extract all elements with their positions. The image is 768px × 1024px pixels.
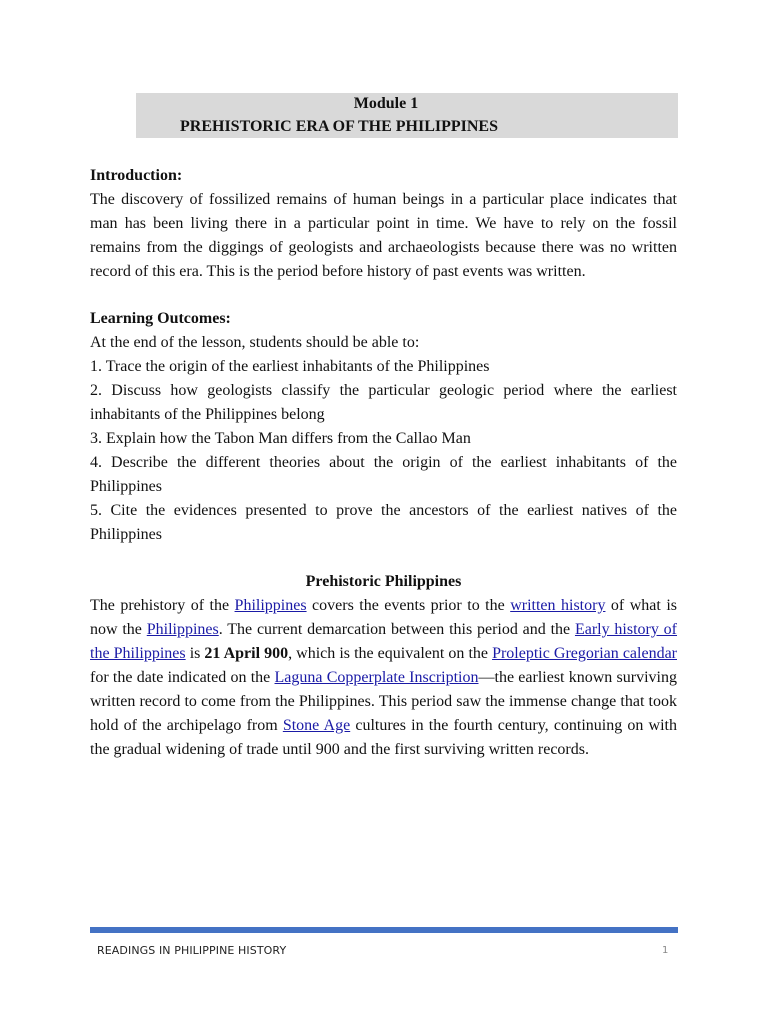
- paragraph-text: —the earliest known surviving written record to come from the Philippines. This period saw the immense change that took hold of the archipelago from: [90, 669, 677, 734]
- paragraph-text: The prehistory of the: [90, 597, 235, 614]
- module-label: Module 1: [353, 95, 419, 112]
- section-spacer: [90, 547, 677, 570]
- introduction-heading: Introduction:: [90, 167, 183, 184]
- footer-rule: [90, 927, 678, 933]
- paragraph-text: covers the events prior to the: [306, 597, 511, 614]
- link-philippines[interactable]: Philippines: [234, 597, 307, 614]
- module-header-box: [136, 93, 678, 138]
- learning-outcomes-intro: At the end of the lesson, students should be able to:: [90, 334, 420, 351]
- prehistoric-heading: Prehistoric Philippines: [305, 573, 462, 590]
- paragraph-text: cultures in the fourth century, continuing on with the gradual widening of trade until 900 and the first surviving written records.: [90, 717, 678, 758]
- module-title: PREHISTORIC ERA OF THE PHILIPPINES: [180, 118, 498, 135]
- link-laguna-copperplate-inscription[interactable]: Laguna Copperplate Inscription: [274, 669, 479, 686]
- introduction-text: The discovery of fossilized remains of human beings in a particular place indicates that man has been living there in a particular point in time. We have to rely on the fossil remains from the diggings of geologists and archaeologists because there was no written record of this era. This is the period before history of past events was written.: [90, 191, 677, 280]
- link-written-history[interactable]: written history: [510, 597, 606, 614]
- page-number: 1: [662, 945, 669, 956]
- paragraph-text: of what is now the: [90, 597, 677, 638]
- learning-outcome-item: 1. Trace the origin of the earliest inhabitants of the Philippines: [90, 358, 490, 375]
- learning-outcome-item: 4. Describe the different theories about the origin of the earliest inhabitants of the Philippines: [90, 454, 677, 495]
- link-stone-age[interactable]: Stone Age: [282, 717, 351, 734]
- footer-title: READINGS IN PHILIPPINE HISTORY: [97, 944, 287, 957]
- paragraph-text: is: [185, 645, 205, 662]
- link-philippines[interactable]: Philippines: [146, 621, 219, 638]
- link-proleptic-gregorian-calendar[interactable]: Proleptic Gregorian calendar: [492, 645, 677, 662]
- learning-outcomes-heading: Learning Outcomes:: [90, 310, 231, 327]
- prehistoric-paragraph: [90, 594, 677, 762]
- learning-outcome-item: 3. Explain how the Tabon Man differs from the Callao Man: [90, 430, 471, 447]
- learning-outcome-item: 5. Cite the evidences presented to prove the ancestors of the earliest natives of the Philippines: [90, 502, 677, 543]
- paragraph-text: for the date indicated on the: [90, 669, 275, 686]
- demarcation-date: 21 April 900: [204, 645, 289, 662]
- paragraph-text: . The current demarcation between this period and the: [218, 621, 575, 638]
- learning-outcome-item: 2. Discuss how geologists classify the particular geologic period where the earliest inhabitants of the Philippines belong: [90, 382, 677, 423]
- link-early-history[interactable]: Early history of the Philippines: [90, 621, 678, 662]
- section-spacer: [90, 284, 677, 307]
- document-body: [90, 164, 677, 762]
- paragraph-text: , which is the equivalent on the: [288, 645, 493, 662]
